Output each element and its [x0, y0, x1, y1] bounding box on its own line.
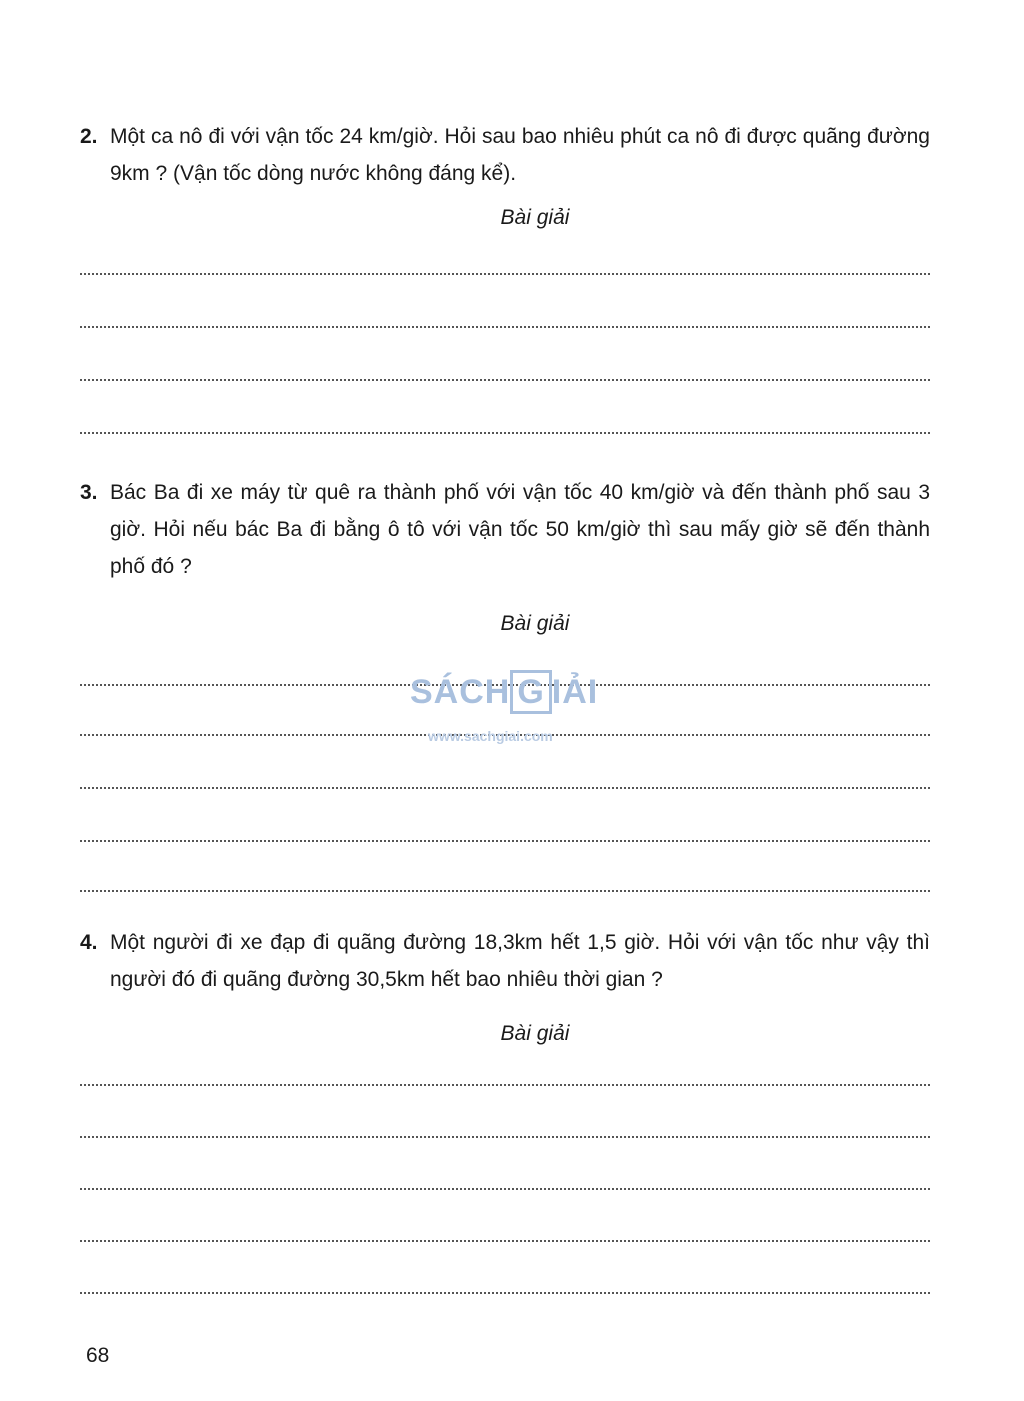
watermark-url: www.sachgiai.com	[428, 728, 553, 744]
problem-4	[80, 924, 930, 1304]
problem-2	[80, 118, 930, 448]
answer-line[interactable]	[80, 1240, 930, 1242]
problem-4-text: 4. Một người đi xe đạp đi quãng đường 18,3km hết 1,5 giờ. Hỏi với vận tốc như vậy thì người đó đi quãng đường 30,5km hết bao nhiêu thời gian ?	[80, 924, 930, 998]
answer-line[interactable]	[80, 1188, 930, 1190]
watermark	[410, 652, 620, 748]
problem-3-text: 3. Bác Ba đi xe máy từ quê ra thành phố với vận tốc 40 km/giờ và đến thành phố sau 3 giờ. Hỏi nếu bác Ba đi bằng ô tô với vận tốc 50 km/giờ thì sau mấy giờ sẽ đến thành phố đó ?	[80, 474, 930, 585]
answer-line[interactable]	[80, 1292, 930, 1294]
answer-line[interactable]	[80, 273, 930, 275]
answer-line[interactable]	[80, 840, 930, 842]
problem-4-solution-heading: Bài giải	[500, 1022, 570, 1045]
answer-line[interactable]	[80, 432, 930, 434]
answer-line[interactable]	[80, 1136, 930, 1138]
problem-3-number: 3.	[80, 481, 98, 504]
problem-2-solution-heading: Bài giải	[500, 206, 570, 229]
problem-3-solution-heading: Bài giải	[500, 612, 570, 635]
page-number: 68	[86, 1344, 110, 1367]
problem-2-number: 2.	[80, 125, 98, 148]
answer-line[interactable]	[80, 326, 930, 328]
problem-4-number: 4.	[80, 931, 98, 954]
watermark-logo: SÁCH G IẢI	[410, 670, 620, 714]
problem-2-text: 2. Một ca nô đi với vận tốc 24 km/giờ. Hỏi sau bao nhiêu phút ca nô đi được quãng đường 9km ? (Vận tốc dòng nước không đáng kể).	[80, 118, 930, 192]
answer-line[interactable]	[80, 379, 930, 381]
answer-line[interactable]	[80, 890, 930, 892]
answer-line[interactable]	[80, 787, 930, 789]
answer-line[interactable]	[80, 1084, 930, 1086]
